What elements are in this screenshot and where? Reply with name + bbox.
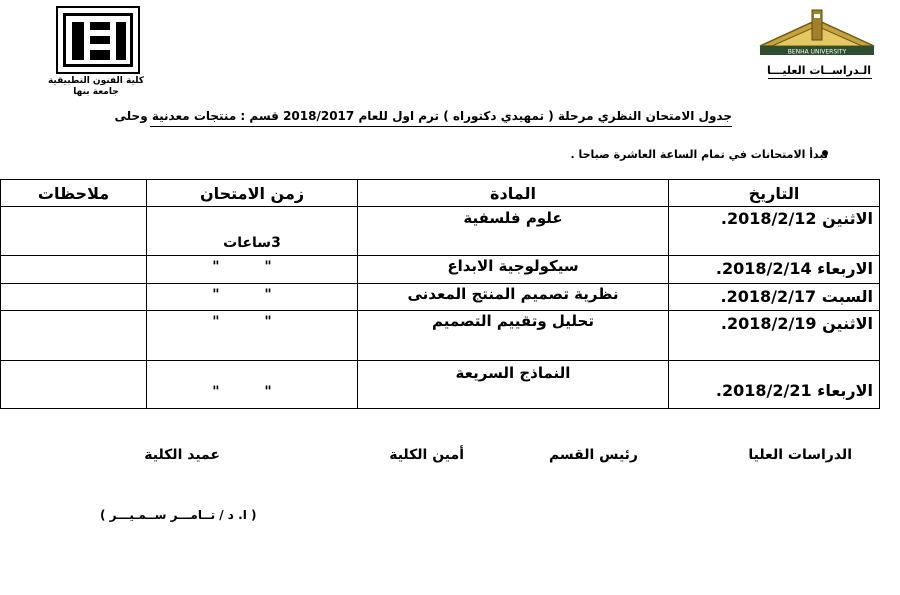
row-notes [1,207,147,256]
department-underline [768,78,872,79]
signature-dean: عميد الكلية [144,447,220,463]
signature-graduate-studies: الدراسات العليا [748,447,852,463]
row-notes [1,361,147,409]
faculty-name [46,76,146,98]
table-row [1,361,880,409]
table-row [1,284,880,311]
row-subject: النماذج السريعة [358,361,669,409]
table-row [1,207,880,256]
signature-department-head: رئيس القسم [548,447,638,463]
header-date: التاريخ [669,180,880,207]
table-row [1,256,880,284]
row-date: الاربعاء 2018/2/14. [669,256,880,284]
faculty-name-line2: جامعة بنها [73,87,119,97]
logo-bar [116,22,126,60]
faculty-logo-frame [63,13,133,67]
row-date: الاثنين 2018/2/12. [669,207,880,256]
logo-bar [72,22,84,60]
logo-bar [90,36,110,44]
faculty-name-line1: كلية الفنون التطبيقية [47,76,145,86]
logo-bar [90,22,110,30]
row-time: " " [147,284,358,311]
row-notes [1,256,147,284]
table-header-row [1,180,880,207]
row-notes [1,284,147,311]
row-time: 3ساعات [147,207,358,256]
row-time: " " [147,361,358,409]
university-logo-text: BENHA UNIVERSITY [787,48,847,56]
logo-bar [90,50,110,60]
row-subject: سيكولوجية الابداع [358,256,669,284]
title-underline [150,126,732,127]
header-notes: ملاحظات [1,180,147,207]
row-notes [1,311,147,361]
header-subject: المادة [358,180,669,207]
row-subject: نظرية تصميم المنتج المعدنى [358,284,669,311]
university-logo [752,8,882,60]
row-date: الاربعاء 2018/2/21. [669,361,880,409]
row-subject: علوم فلسفية [358,207,669,256]
dean-name: ( ا. د / تــامـــر ســمـيـــر ) [100,508,257,522]
row-time: " " [147,311,358,361]
exam-time-note: تبدأ الامتحانات في تمام الساعة العاشرة صباحا . [570,148,828,161]
exam-schedule-table [0,179,880,409]
row-date: السبت 2018/2/17. [669,284,880,311]
faculty-logo [56,6,140,74]
signature-faculty-secretary: أمين الكلية [389,447,464,463]
department-header: الـدراســات العليـــا [767,64,871,77]
document-title: جدول الامتحان النظري مرحلة ( تمهيدي دكتوراه ) ترم اول للعام 2018/2017 قسم : منتجات معدنية وحلى [114,109,732,123]
table-row [1,311,880,361]
header-exam-time: زمن الامتحان [147,180,358,207]
row-time: " " [147,256,358,284]
row-date: الاثنين 2018/2/19. [669,311,880,361]
row-subject: تحليل وتقييم التصميم [358,311,669,361]
